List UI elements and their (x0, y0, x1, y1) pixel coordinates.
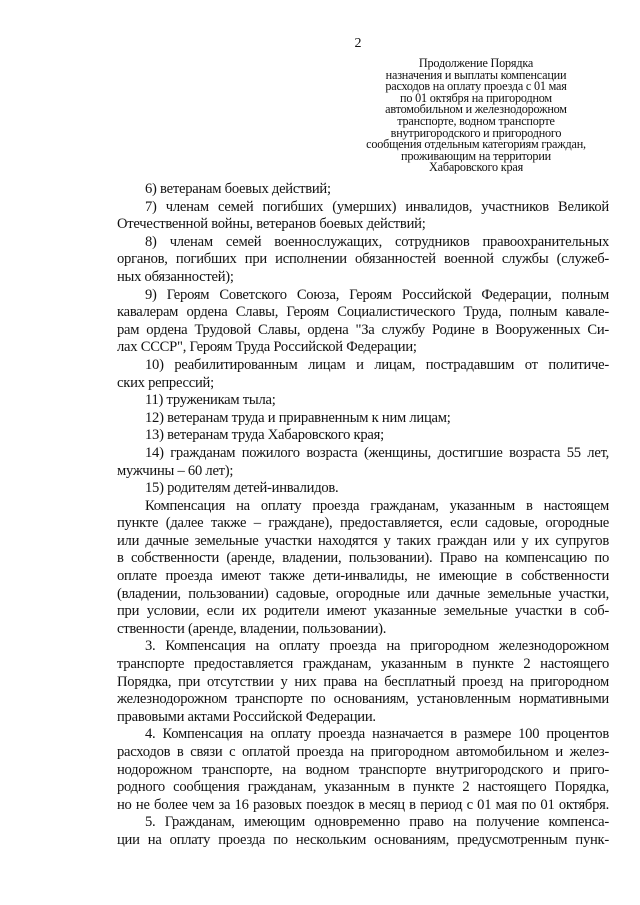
body-line: рам ордена Трудовой Славы, ордена "За службу Родине в Вооруженных Си- (117, 321, 609, 338)
header-line: Хабаровского края (429, 160, 523, 175)
header-line: сообщения отдельным категориям граждан, (366, 137, 586, 152)
header-line: транспорте, водном транспорте (397, 113, 555, 128)
body-line: 5. Гражданам, имеющим одновременно право на получение компенса- (145, 814, 609, 831)
body-line: 8) членам семей военнослужащих, сотрудников правоохранительных (145, 233, 609, 250)
body-line: при условии, если их родители имеют указанные земельные участки в соб- (117, 603, 609, 620)
body-line: Компенсация на оплату проезда гражданам, указанным в настоящем (145, 497, 609, 514)
body-line: ских репрессий; (117, 374, 214, 391)
header-line: автомобильном и железнодорожном (385, 102, 567, 117)
header-line: Продолжение Порядка (418, 56, 534, 70)
body-line: 7) членам семей погибших (умерших) инвалидов, участников Великой (145, 198, 609, 215)
body-line: нодорожном транспорте, на водном транспорте внутригородского и приго- (117, 761, 609, 778)
body-line: пункте (далее также – граждане), предоставляется, если садовые, огородные (117, 515, 609, 532)
body-line: Порядка, при отсутствии у них права на бесплатный проезд на пригородном (117, 673, 609, 690)
body-line: 14) гражданам пожилого возраста (женщины, достигшие возраста 55 лет, (145, 444, 609, 461)
body-line: или дачные земельные участки находятся у таких граждан или у их супругов (117, 532, 609, 549)
body-line: ции на оплату проезда по нескольким основаниям, предусмотренным пунк- (117, 831, 609, 848)
body-line: 4. Компенсация на оплату проезда назначается в размере 100 процентов (145, 726, 609, 743)
body-line: расходов в связи с оплатой проезда на пригородном автомобильном и желез- (117, 744, 609, 760)
body-line: кавалерам ордена Славы, Героям Социалистического Труда, полным кавале- (117, 304, 609, 321)
body-line: родного сообщения гражданам, указанным в пункте 2 настоящего Порядка, (117, 779, 609, 796)
page-number: 2 (354, 36, 362, 51)
body-line: органов, погибших при исполнении обязанностей военной службы (служеб- (117, 251, 609, 268)
header-line: назначения и выплаты компенсации (385, 67, 567, 82)
header-reference-block (344, 58, 608, 174)
body-line: лах СССР", Героям Труда Российской Федерации; (117, 339, 417, 356)
header-line: внутригородского и пригородного (390, 125, 562, 140)
body-line: (владении, пользовании) садовые, огородные или дачные земельные участки, (117, 585, 609, 602)
body-line: 3. Компенсация на оплату проезда на пригородном железнодорожном (145, 638, 609, 655)
body-line: 9) Героям Советского Союза, Героям Российской Федерации, полным (145, 286, 609, 303)
body-line: 15) родителям детей-инвалидов. (145, 480, 339, 497)
body-line: оплате проезда имеют также дети-инвалиды, не имеющие в собственности (117, 568, 609, 585)
body-line: 13) ветеранам труда Хабаровского края; (145, 427, 384, 444)
body-line: в собственности (аренде, владении, пользовании). Право на компенсацию по (117, 550, 609, 567)
document-body (117, 181, 609, 850)
body-line: правовыми актами Российской Федерации. (117, 708, 376, 725)
header-line: проживающим на территории (401, 148, 551, 163)
body-line: транспорте предоставляется гражданам, указанным в пункте 2 настоящего (117, 656, 609, 673)
body-line: но не более чем за 16 разовых поездок в месяц в период с 01 мая по 01 октября. (117, 796, 609, 813)
body-line: 11) труженикам тыла; (145, 392, 276, 409)
body-line: ных обязанностей); (117, 268, 234, 285)
body-line: 6) ветеранам боевых действий; (145, 181, 331, 197)
header-line: по 01 октября на пригородном (400, 90, 552, 105)
body-line: мужчины – 60 лет); (117, 462, 234, 479)
body-line: ственности (аренде, владении, пользовании). (117, 620, 387, 637)
body-line: железнодорожном транспорте по основаниям, установленным нормативными (117, 691, 609, 708)
body-line: 10) реабилитированным лицам и лицам, пострадавшим от политиче- (145, 356, 609, 373)
header-line: расходов на оплату проезда с 01 мая (385, 79, 567, 94)
body-line: Отечественной войны, ветеранов боевых действий; (117, 216, 426, 233)
body-line: 12) ветеранам труда и приравненным к ним лицам; (145, 409, 451, 426)
